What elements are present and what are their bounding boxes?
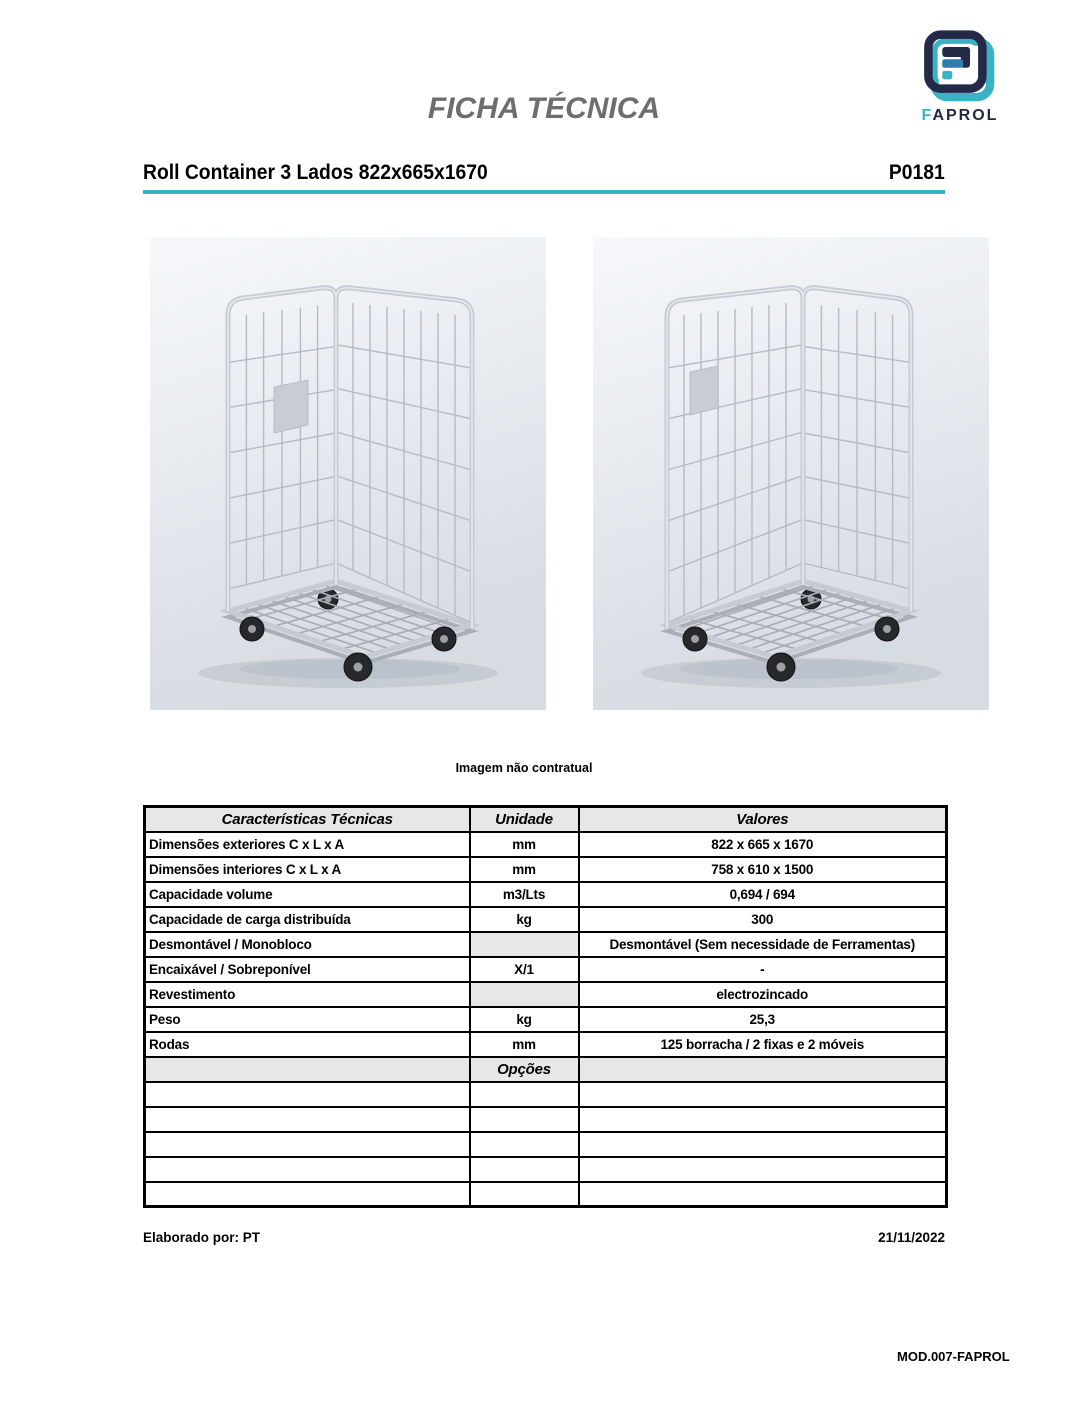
spec-value: 125 borracha / 2 fixas e 2 móveis <box>579 1032 947 1057</box>
spec-value: electrozincado <box>579 982 947 1007</box>
spec-value: 25,3 <box>579 1007 947 1032</box>
spec-label: Capacidade de carga distribuída <box>145 907 470 932</box>
spec-label: Desmontável / Monobloco <box>145 932 470 957</box>
column-header: Unidade <box>470 807 579 832</box>
spec-unit: kg <box>470 1007 579 1032</box>
column-header: Valores <box>579 807 947 832</box>
roll-container-render-1 <box>150 237 546 710</box>
spec-label: Peso <box>145 1007 470 1032</box>
table-row <box>145 1007 947 1032</box>
options-label: Opções <box>470 1057 579 1082</box>
options-right-cell <box>579 1057 947 1082</box>
empty-row <box>145 1182 947 1207</box>
spec-unit: X/1 <box>470 957 579 982</box>
table-row <box>145 932 947 957</box>
table-row <box>145 857 947 882</box>
empty-row <box>145 1107 947 1132</box>
spec-value: 0,694 / 694 <box>579 882 947 907</box>
empty-row <box>145 1132 947 1157</box>
image-disclaimer: Imagem não contratual <box>455 761 593 775</box>
spec-value: Desmontável (Sem necessidade de Ferramentas) <box>579 932 947 957</box>
empty-row <box>145 1082 947 1107</box>
spec-label: Revestimento <box>145 982 470 1007</box>
faprol-logo-text <box>912 107 1008 125</box>
table-row <box>145 832 947 857</box>
spec-unit: kg <box>470 907 579 932</box>
technical-specs-table <box>143 805 948 1208</box>
spec-label: Dimensões exteriores C x L x A <box>145 832 470 857</box>
page-title: FICHA TÉCNICA <box>427 92 661 125</box>
spec-unit: mm <box>470 1032 579 1057</box>
document-date: 21/11/2022 <box>878 1230 945 1245</box>
product-image-side-view <box>593 237 989 710</box>
table-row <box>145 957 947 982</box>
spec-unit: m3/Lts <box>470 882 579 907</box>
empty-row <box>145 1157 947 1182</box>
faprol-logo-icon <box>921 30 999 104</box>
spec-value: 822 x 665 x 1670 <box>579 832 947 857</box>
options-section-row <box>145 1057 947 1082</box>
elaborated-by-text: Elaborado por: PT <box>143 1230 261 1245</box>
spec-unit <box>470 932 579 957</box>
spec-value: 758 x 610 x 1500 <box>579 857 947 882</box>
spec-label: Capacidade volume <box>145 882 470 907</box>
faprol-logo <box>912 30 1008 125</box>
document-code: MOD.007-FAPROL <box>897 1349 1010 1364</box>
logo-letter-f: F <box>921 107 933 124</box>
roll-container-render-2 <box>593 237 989 710</box>
spec-unit: mm <box>470 832 579 857</box>
product-header <box>143 161 945 187</box>
product-image-front-view <box>150 237 546 710</box>
table-row <box>145 907 947 932</box>
spec-unit <box>470 982 579 1007</box>
accent-divider <box>143 190 945 194</box>
product-code: P0181 <box>889 161 945 184</box>
column-header: Características Técnicas <box>145 807 470 832</box>
spec-label: Rodas <box>145 1032 470 1057</box>
spec-label: Encaixável / Sobreponível <box>145 957 470 982</box>
spec-label: Dimensões interiores C x L x A <box>145 857 470 882</box>
table-header-row <box>145 807 947 832</box>
table-row <box>145 982 947 1007</box>
spec-value: 300 <box>579 907 947 932</box>
options-left-cell <box>145 1057 470 1082</box>
spec-unit: mm <box>470 857 579 882</box>
spec-value: - <box>579 957 947 982</box>
logo-letters-aprol: APROL <box>932 107 999 124</box>
table-row <box>145 882 947 907</box>
product-name: Roll Container 3 Lados 822x665x1670 <box>143 161 488 184</box>
table-row <box>145 1032 947 1057</box>
